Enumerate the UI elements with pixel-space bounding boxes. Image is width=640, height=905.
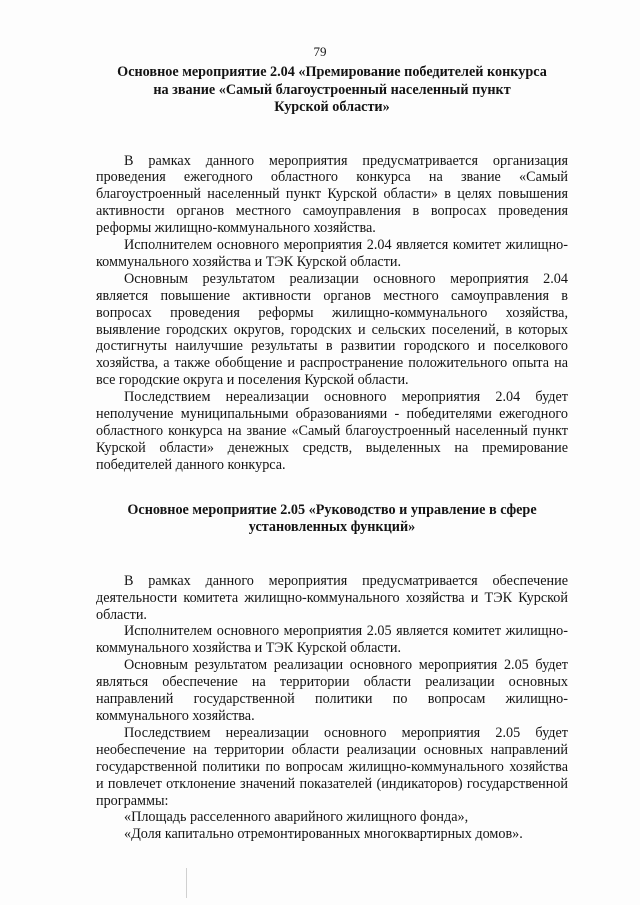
paragraph: Последствием нереализации основного мероприятия 2.05 будет необеспечение на территории области реализации основных направлений государственной политики по вопросам жилищно-коммунального хозяйства и повлечет отклонение значений показателей (индикаторов) государственной программы: [96, 724, 568, 809]
indicator-item: «Доля капитально отремонтированных многоквартирных домов». [124, 826, 523, 843]
scan-artifact [186, 868, 187, 898]
section-title-2-04 [96, 64, 568, 117]
title-line: установленных функций» [248, 519, 416, 536]
title-line: Курской области» [274, 99, 390, 115]
section-title-2-05 [96, 502, 568, 537]
paragraph: Основным результатом реализации основного мероприятия 2.04 является повышение активности органов местного самоуправления в вопросах проведения реформы жилищно-коммунального хозяйства, выявление городских округов, городских и сельских поселений, в которых достигнуты наилучшие результаты в развитии городского и поселкового хозяйства, а также обобщение и распространение положительного опыта на все городские округа и поселения Курской области. [96, 270, 568, 389]
title-line: Основное мероприятие 2.05 «Руководство и управление в сфере [127, 501, 537, 518]
paragraph: В рамках данного мероприятия предусматривается обеспечение деятельности комитета жилищно-коммунального хозяйства и ТЭК Курской области. [96, 572, 568, 623]
page-number: 79 [313, 44, 327, 59]
paragraph: Последствием нереализации основного мероприятия 2.04 будет неполучение муниципальными образованиями - победителями ежегодного областного конкурса на звание «Самый благоустроенный населенный пункт Курской области» денежных средств, выделенных на премирование победителей данного конкурса. [96, 389, 568, 473]
paragraph: В рамках данного мероприятия предусматривается организация проведения ежегодного областного конкурса на звание «Самый благоустроенный населенный пункт Курской области» в целях повышения активности органов местного самоуправления в вопросах проведения реформы жилищно-коммунального хозяйства. [96, 152, 568, 237]
title-line: Основное мероприятие 2.04 «Премирование победителей конкурса [117, 64, 547, 80]
paragraph: Основным результатом реализации основного мероприятия 2.05 будет являться обеспечение на территории области реализации основных направлений государственной политики по вопросам жилищно-коммунального хозяйства. [96, 657, 568, 724]
paragraph: Исполнителем основного мероприятия 2.05 является комитет жилищно-коммунального хозяйства и ТЭК Курской области. [96, 623, 568, 657]
page-content [96, 64, 568, 843]
indicator-item: «Площадь расселенного аварийного жилищного фонда», [124, 809, 469, 826]
paragraph: Исполнителем основного мероприятия 2.04 является комитет жилищно-коммунального хозяйства и ТЭК Курской области. [96, 237, 568, 270]
title-line: на звание «Самый благоустроенный населенный пункт [153, 81, 511, 98]
